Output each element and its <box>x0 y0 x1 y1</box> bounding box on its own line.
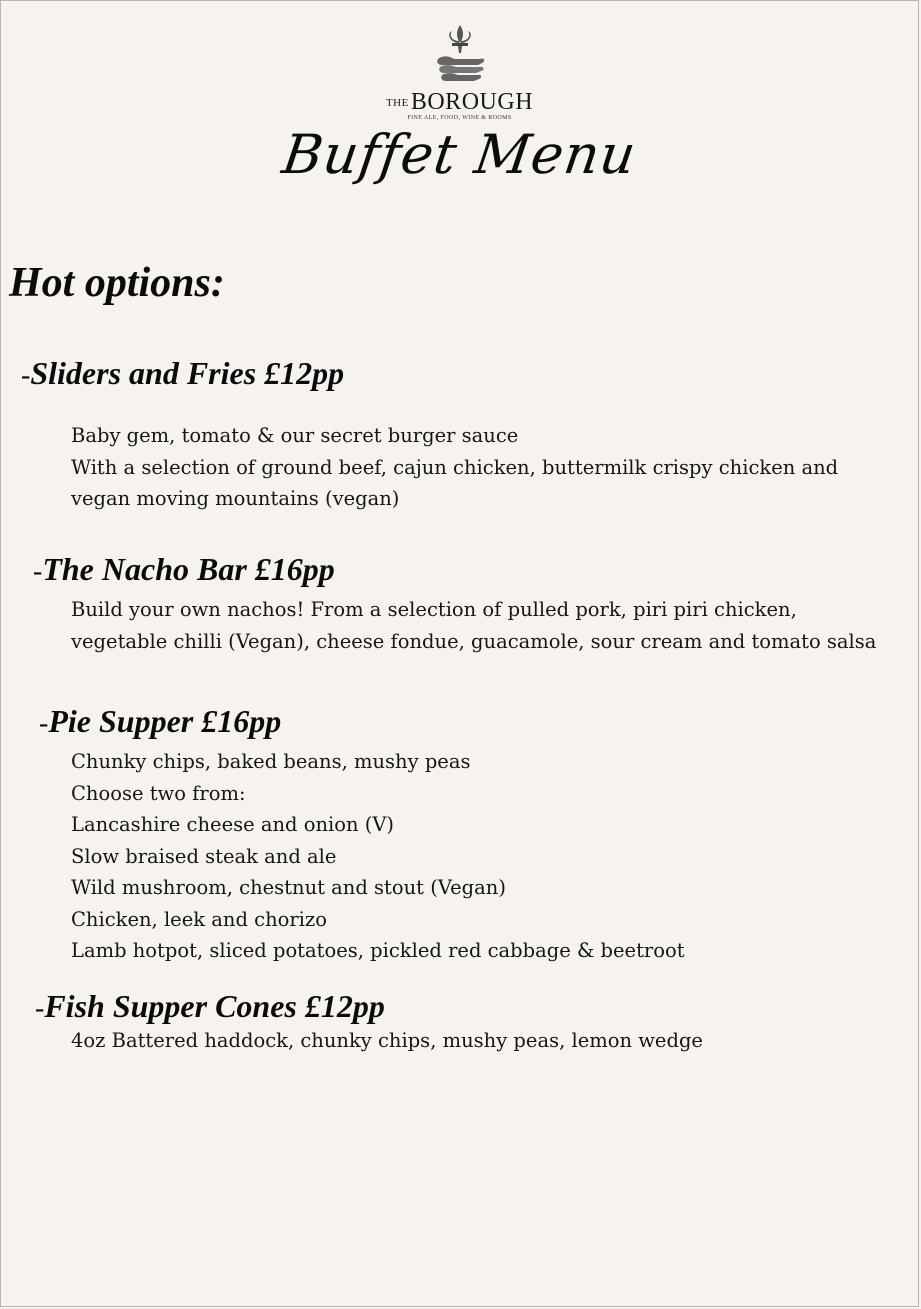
description-line: Chunky chips, baked beans, mushy peas <box>71 750 471 773</box>
description-line: Lancashire cheese and onion (V) <box>71 813 395 836</box>
item-name: Sliders and Fries £12pp <box>30 355 345 391</box>
description-line: Chicken, leek and chorizo <box>71 907 327 931</box>
item-dash: - <box>39 708 49 739</box>
description-line: vegan moving mountains (vegan) <box>71 487 400 510</box>
brand-name <box>1 89 918 116</box>
menu-title: Buffet Menu <box>278 123 641 186</box>
item-name: Fish Supper Cones £12pp <box>44 988 385 1024</box>
borough-logo <box>1 23 918 121</box>
item-name: Pie Supper £16pp <box>48 703 282 739</box>
menu-item-description <box>71 420 838 515</box>
description-line: Build your own nachos! From a selection of pulled pork, piri piri chicken, <box>71 598 797 621</box>
section-heading: Hot options: <box>9 260 225 306</box>
menu-item-description <box>71 1025 703 1057</box>
fleur-de-lis-lion-icon <box>432 23 488 85</box>
description-line: With a selection of ground beef, cajun chicken, buttermilk crispy chicken and <box>71 455 839 479</box>
menu-item-title <box>33 551 335 588</box>
menu-item-description <box>71 746 685 967</box>
brand-borough: BOROUGH <box>410 89 534 115</box>
description-line: Slow braised steak and ale <box>71 844 337 868</box>
item-dash: - <box>35 993 45 1024</box>
brand-the: THE <box>385 97 409 109</box>
description-line: Lamb hotpot, sliced potatoes, pickled red cabbage & beetroot <box>71 939 685 962</box>
item-dash: - <box>21 360 31 391</box>
menu-item-title <box>39 703 281 740</box>
menu-item-title <box>21 355 344 392</box>
description-line: Choose two from: <box>71 781 246 805</box>
description-line: Wild mushroom, chestnut and stout (Vegan) <box>71 876 506 899</box>
description-line: 4oz Battered haddock, chunky chips, mushy peas, lemon wedge <box>71 1029 703 1052</box>
menu-item-title <box>35 988 385 1025</box>
item-dash: - <box>33 556 43 587</box>
brand-tagline: FINE ALE, FOOD, WINE & ROOMS <box>407 115 512 121</box>
item-name: The Nacho Bar £16pp <box>42 551 335 587</box>
menu-item-description <box>71 594 876 657</box>
description-line: vegetable chilli (Vegan), cheese fondue, guacamole, sour cream and tomato salsa <box>71 629 877 653</box>
description-line: Baby gem, tomato & our secret burger sauce <box>71 424 519 447</box>
